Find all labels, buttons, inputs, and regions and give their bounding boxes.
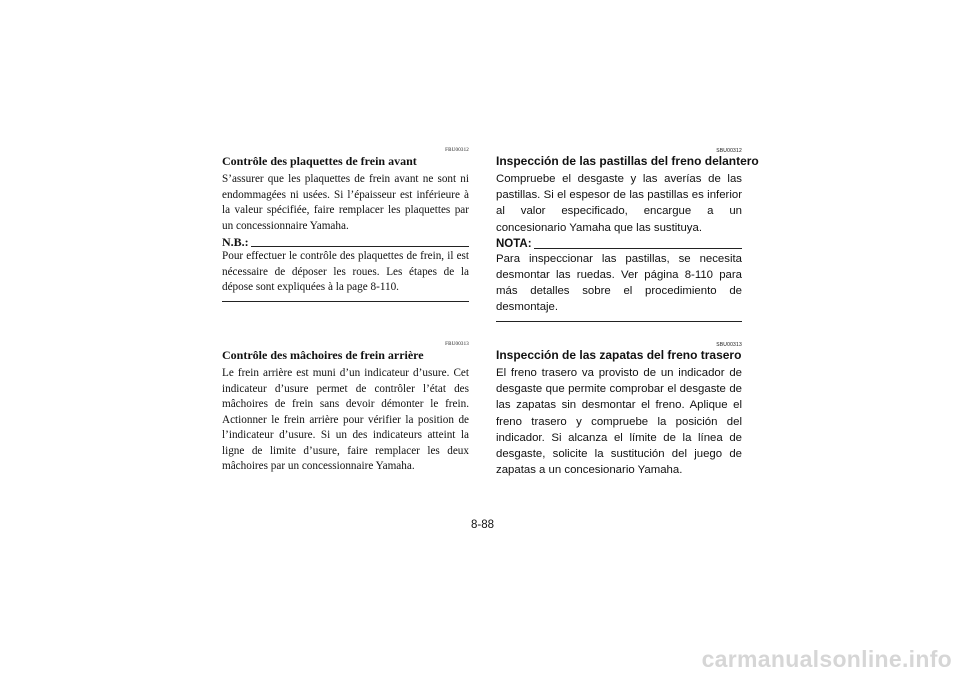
note-text: Pour effectuer le contrôle des plaquettes de frein, il est nécessaire de déposer les roues. Les étapes de la dépose sont expliquées à la page 8-110. — [222, 250, 469, 293]
section-body: Le frein arrière est muni d’un indicateur d’usure. Cet indicateur d’usure permet de contrôler l’état des mâchoires de frein sans devoir démonter le frein. Actionner le frein arrière pour vérifier la position de l’indicateur d’usure. Si un des indicateurs atteint la ligne de limite d’usure, faire remplacer les deux mâchoires par un concessionnaire Yamaha. — [222, 367, 469, 472]
section-code: FBU00312 — [445, 148, 469, 153]
note-header — [222, 235, 469, 249]
section-code: SBU00313 — [716, 342, 742, 348]
fr-rear-brake-section — [222, 342, 469, 475]
es-rear-brake-section — [496, 342, 742, 478]
note-rule — [251, 246, 469, 247]
note-header — [496, 237, 742, 251]
note-text: Para inspeccionar las pastillas, se necesita desmontar las ruedas. Ver página 8-110 para más detalles sobre el procedimiento de desmontaje. — [496, 252, 742, 314]
section-title: Contrôle des mâchoires de frein arrière — [222, 348, 424, 362]
section-code: FBU00313 — [445, 342, 469, 347]
section-body: Compruebe el desgaste y las averías de las pastillas. Si el espesor de las pastillas es inferior al valor especificado, encargue a un concesionario Yamaha que las sustituya. — [496, 173, 742, 234]
section-body: El freno trasero va provisto de un indicador de desgaste que permite comprobar el desgaste de las zapatas sin desmontar el freno. Aplique el freno trasero y compruebe la posición del indicador. Si alcanza el límite de la línea de desgaste, solicite la sustitución del juego de zapatas a un concesionario Yamaha. — [496, 367, 742, 477]
section-title: Inspección de las zapatas del freno trasero — [496, 348, 742, 362]
watermark: carmanualsonline.info — [701, 646, 952, 672]
page-number: 8-88 — [471, 519, 495, 531]
section-title: Contrôle des plaquettes de frein avant — [222, 154, 417, 168]
es-front-brake-section — [496, 148, 759, 322]
section-code: SBU00312 — [716, 148, 742, 154]
note-label: NOTA: — [496, 237, 532, 250]
section-body: S’assurer que les plaquettes de frein avant ne sont ni endommagées ni usées. Si l’épaisseur est inférieure à la valeur spécifiée, faire remplacer les plaquettes par un concessionnaire Yamaha. — [222, 173, 469, 232]
fr-front-brake-section — [222, 148, 469, 302]
note-rule — [534, 248, 742, 249]
note-end-rule — [496, 321, 742, 322]
note-end-rule — [222, 301, 469, 302]
section-title: Inspección de las pastillas del freno delantero — [496, 154, 759, 168]
note-label: N.B.: — [222, 235, 249, 249]
